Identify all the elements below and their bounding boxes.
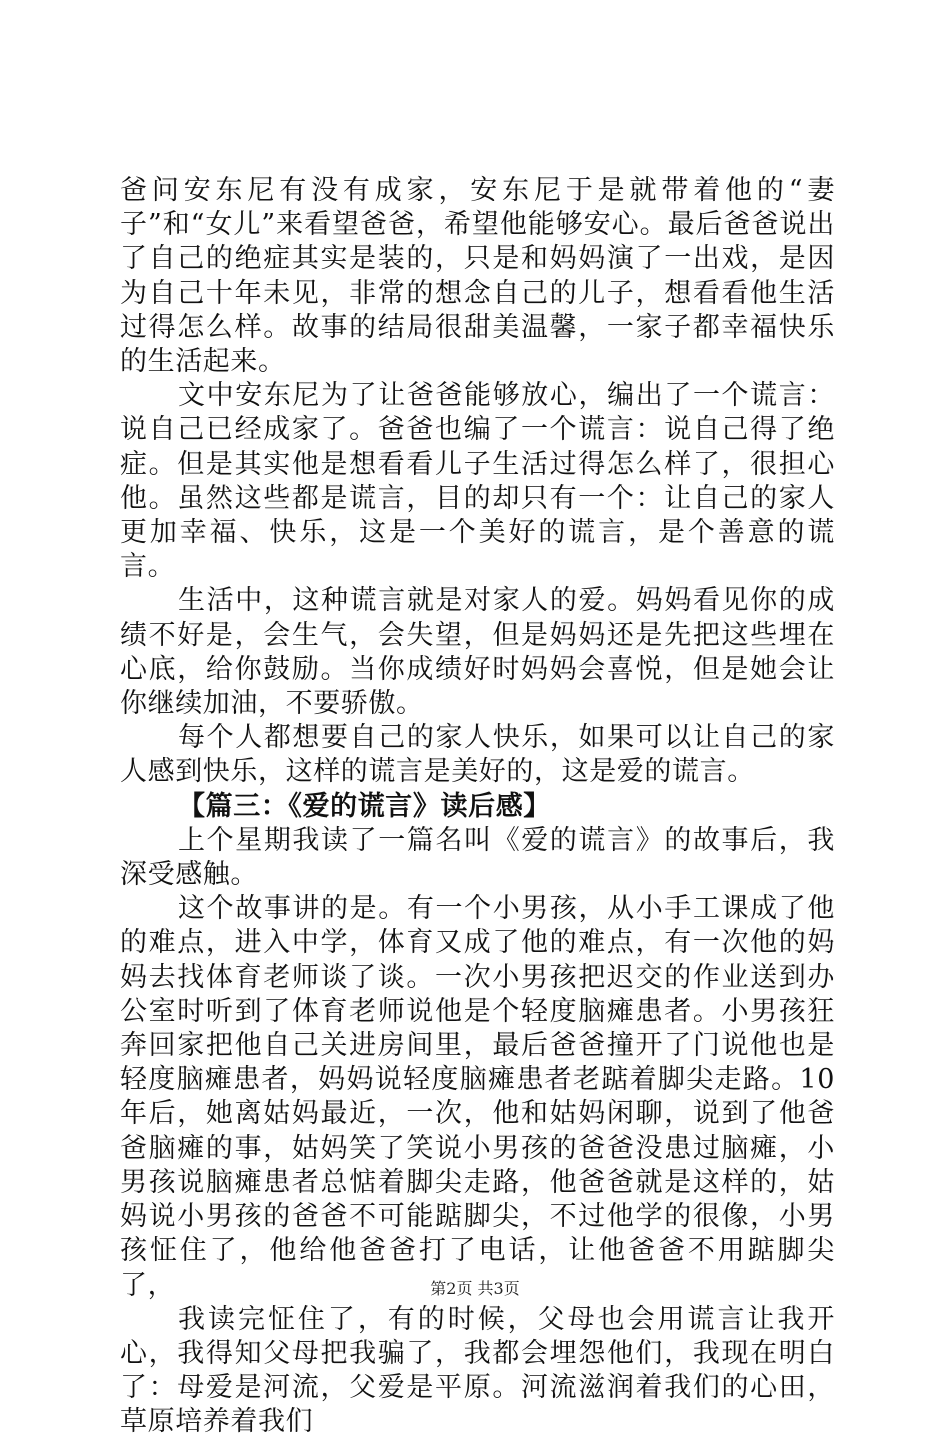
paragraph-4: 每个人都想要自己的家人快乐，如果可以让自己的家人感到快乐，这样的谎言是美好的，这是爱的谎言。: [120, 722, 835, 788]
paragraph-3: 生活中，这种谎言就是对家人的爱。妈妈看见你的成绩不好是，会生气，会失望，但是妈妈还是先把这些埋在心底，给你鼓励。当你成绩好时妈妈会喜悦，但是她会让你继续加油，不要骄傲。: [120, 585, 835, 720]
document-body: [120, 174, 835, 1440]
paragraph-6: 这个故事讲的是。有一个小男孩，从小手工课成了他的难点，进入中学，体育又成了他的难点，有一次他的妈妈去找体育老师谈了谈。一次小男孩把迟交的作业送到办公室时听到了体育老师说他是个轻度脑瘫患者。小男孩狂奔回家把他自己关进房间里，最后爸爸撞开了门说他也是轻度脑瘫患者，妈妈说轻度脑瘫患者老踮着脚尖走路。10年后，她离姑妈最近，一次，他和姑妈闲聊，说到了他爸爸脑瘫的事，姑妈笑了笑说小男孩的爸爸没患过脑瘫，小男孩说脑瘫患者总惦着脚尖走路，他爸爸就是这样的，姑妈说小男孩的爸爸不可能踮脚尖，不过他学的很像，小男孩怔住了，他给他爸爸打了电话，让他爸爸不用踮脚尖了，: [120, 893, 835, 1301]
paragraph-1: 爸问安东尼有没有成家，安东尼于是就带着他的“妻子”和“女儿”来看望爸爸，希望他能够安心。最后爸爸说出了自己的绝症其实是装的，只是和妈妈演了一出戏，是因为自己十年未见，非常的想念自己的儿子，想看看他生活过得怎么样。故事的结局很甜美温馨，一家子都幸福快乐的生活起来。: [120, 175, 835, 378]
section-heading: 【篇三：《爱的谎言》读后感】: [178, 790, 551, 822]
paragraph-2: 文中安东尼为了让爸爸能够放心，编出了一个谎言：说自己已经成家了。爸爸也编了一个谎言：说自己得了绝症。但是其实他是想看看儿子生活过得怎么样了，很担心他。虽然这些都是谎言，目的却只有一个：让自己的家人更加幸福、快乐，这是一个美好的谎言，是个善意的谎言。: [120, 380, 835, 583]
paragraph-5: 上个星期我读了一篇名叫《爱的谎言》的故事后，我深受感触。: [120, 824, 835, 891]
paragraph-7: 我读完怔住了，有的时候，父母也会用谎言让我开心，我得知父母把我骗了，我都会埋怨他们，我现在明白了：母爱是河流，父爱是平原。河流滋润着我们的心田，草原培养着我们: [120, 1303, 835, 1438]
page-number-footer: 第2页 共3页: [430, 1279, 520, 1298]
